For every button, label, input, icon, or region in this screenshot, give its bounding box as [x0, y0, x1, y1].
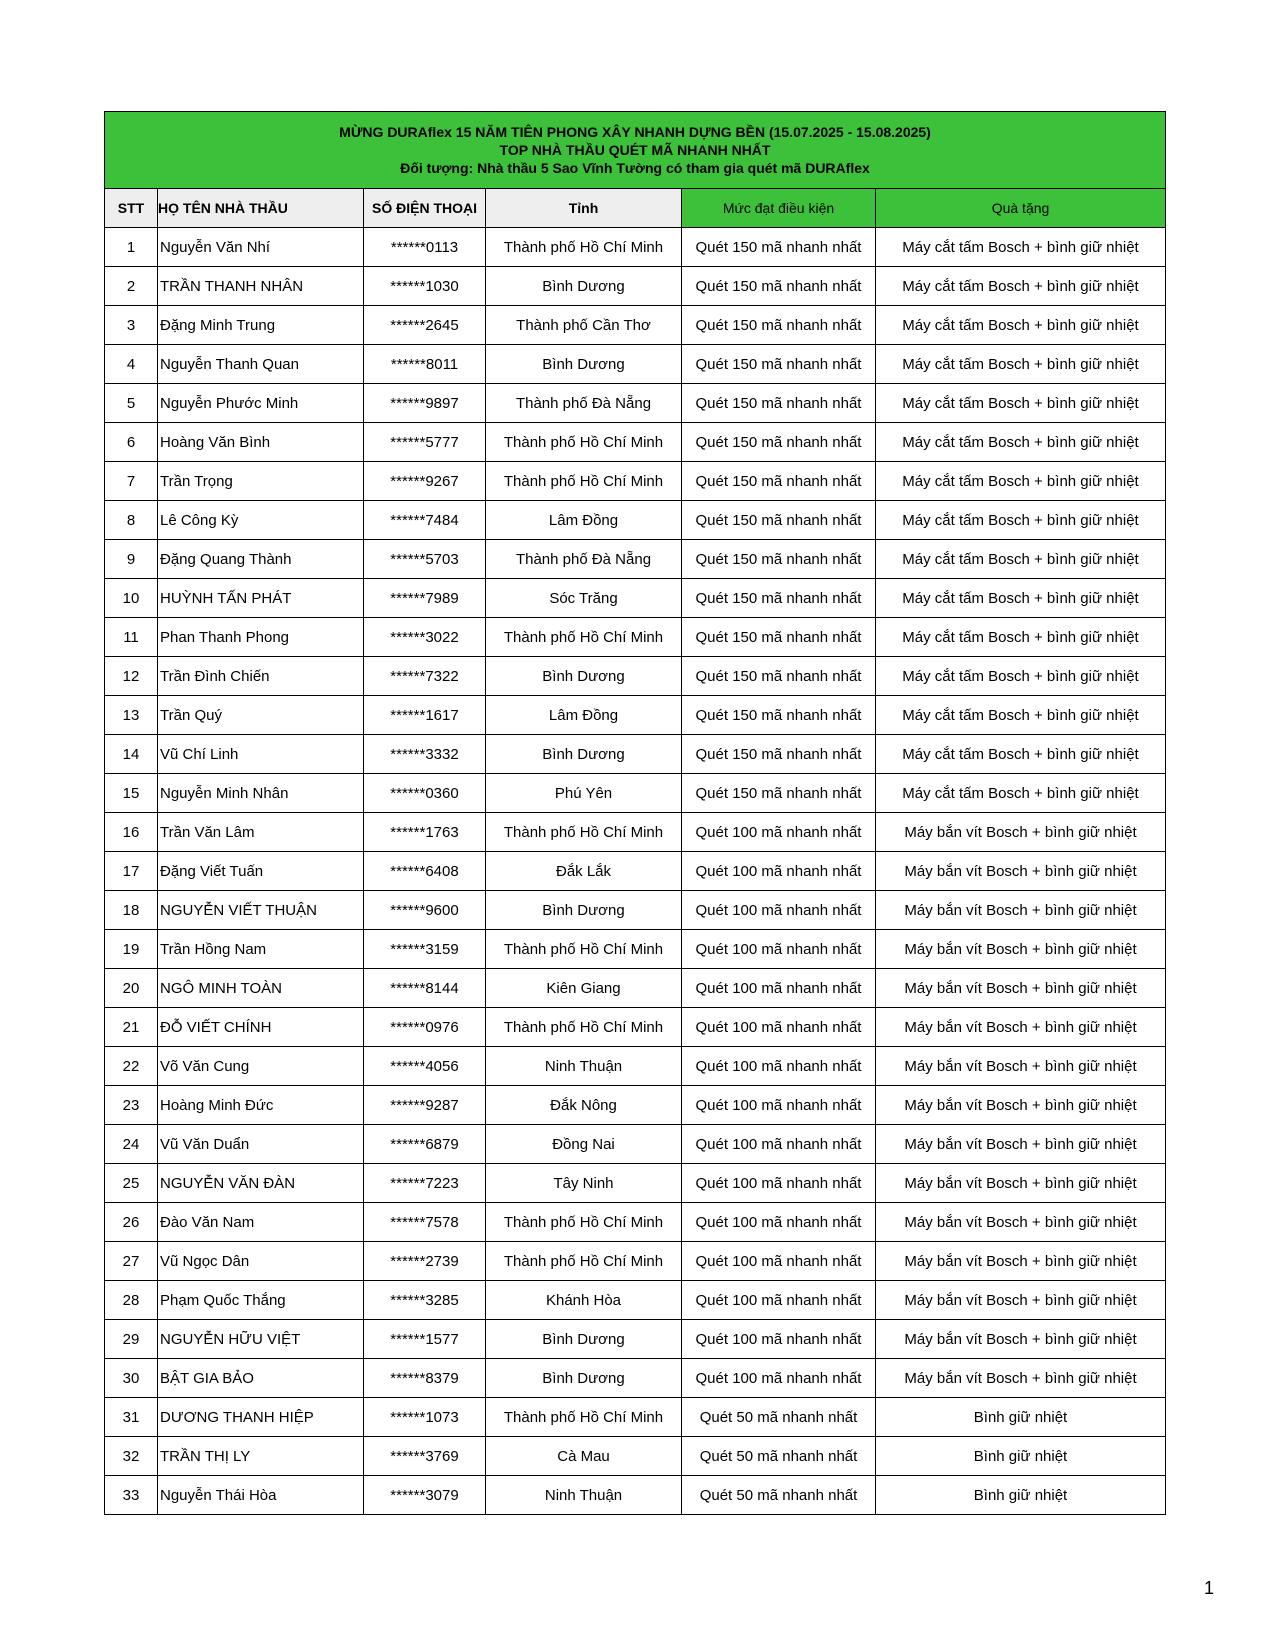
cell-condition: Quét 150 mã nhanh nhất [682, 501, 876, 540]
cell-condition: Quét 50 mã nhanh nhất [682, 1398, 876, 1437]
table-body [105, 228, 1166, 1515]
cell-phone: ******7484 [364, 501, 486, 540]
cell-name: Trần Trọng [158, 462, 364, 501]
cell-stt: 12 [105, 657, 158, 696]
cell-gift: Máy cắt tấm Bosch + bình giữ nhiệt [876, 462, 1166, 501]
cell-stt: 24 [105, 1125, 158, 1164]
cell-gift: Máy bắn vít Bosch + bình giữ nhiệt [876, 1281, 1166, 1320]
cell-province: Thành phố Hồ Chí Minh [486, 930, 682, 969]
cell-condition: Quét 100 mã nhanh nhất [682, 1320, 876, 1359]
cell-condition: Quét 150 mã nhanh nhất [682, 696, 876, 735]
cell-gift: Máy cắt tấm Bosch + bình giữ nhiệt [876, 735, 1166, 774]
cell-name: HUỲNH TẤN PHÁT [158, 579, 364, 618]
cell-phone: ******1763 [364, 813, 486, 852]
table-row [105, 384, 1166, 423]
table-row [105, 1008, 1166, 1047]
cell-condition: Quét 100 mã nhanh nhất [682, 852, 876, 891]
cell-gift: Máy bắn vít Bosch + bình giữ nhiệt [876, 1164, 1166, 1203]
cell-stt: 31 [105, 1398, 158, 1437]
cell-stt: 17 [105, 852, 158, 891]
cell-name: Lê Công Kỳ [158, 501, 364, 540]
cell-province: Phú Yên [486, 774, 682, 813]
table-row [105, 1047, 1166, 1086]
banner-title: MỪNG DURAflex 15 NĂM TIÊN PHONG XÂY NHANH DỰNG BỀN (15.07.2025 - 15.08.2025) [339, 124, 931, 140]
cell-phone: ******9897 [364, 384, 486, 423]
cell-gift: Máy cắt tấm Bosch + bình giữ nhiệt [876, 618, 1166, 657]
cell-province: Bình Dương [486, 657, 682, 696]
cell-stt: 1 [105, 228, 158, 267]
table-row [105, 1164, 1166, 1203]
cell-province: Cà Mau [486, 1437, 682, 1476]
table-row [105, 1125, 1166, 1164]
cell-phone: ******3022 [364, 618, 486, 657]
cell-name: Hoàng Văn Bình [158, 423, 364, 462]
cell-stt: 14 [105, 735, 158, 774]
cell-name: DƯƠNG THANH HIỆP [158, 1398, 364, 1437]
cell-stt: 19 [105, 930, 158, 969]
cell-name: Trần Hồng Nam [158, 930, 364, 969]
cell-condition: Quét 100 mã nhanh nhất [682, 1047, 876, 1086]
cell-condition: Quét 100 mã nhanh nhất [682, 1086, 876, 1125]
cell-condition: Quét 150 mã nhanh nhất [682, 579, 876, 618]
cell-phone: ******3769 [364, 1437, 486, 1476]
cell-gift: Máy cắt tấm Bosch + bình giữ nhiệt [876, 540, 1166, 579]
col-name: HỌ TÊN NHÀ THẦU [158, 189, 364, 228]
cell-condition: Quét 100 mã nhanh nhất [682, 969, 876, 1008]
cell-stt: 2 [105, 267, 158, 306]
cell-gift: Máy bắn vít Bosch + bình giữ nhiệt [876, 1203, 1166, 1242]
table-row [105, 540, 1166, 579]
cell-name: Võ Văn Cung [158, 1047, 364, 1086]
cell-gift: Máy bắn vít Bosch + bình giữ nhiệt [876, 930, 1166, 969]
cell-province: Lâm Đồng [486, 501, 682, 540]
cell-name: NGUYỄN VĂN ĐÀN [158, 1164, 364, 1203]
winners-table [104, 111, 1166, 1515]
cell-province: Thành phố Hồ Chí Minh [486, 1398, 682, 1437]
table-row [105, 813, 1166, 852]
cell-stt: 4 [105, 345, 158, 384]
cell-phone: ******0360 [364, 774, 486, 813]
cell-condition: Quét 150 mã nhanh nhất [682, 735, 876, 774]
cell-gift: Bình giữ nhiệt [876, 1437, 1166, 1476]
cell-gift: Máy cắt tấm Bosch + bình giữ nhiệt [876, 774, 1166, 813]
page-number: 1 [1204, 1578, 1215, 1598]
cell-name: Nguyễn Thanh Quan [158, 345, 364, 384]
cell-province: Thành phố Hồ Chí Minh [486, 228, 682, 267]
cell-name: ĐỖ VIẾT CHÍNH [158, 1008, 364, 1047]
table-row [105, 579, 1166, 618]
cell-condition: Quét 100 mã nhanh nhất [682, 1359, 876, 1398]
cell-gift: Máy bắn vít Bosch + bình giữ nhiệt [876, 1086, 1166, 1125]
cell-phone: ******7322 [364, 657, 486, 696]
cell-gift: Máy bắn vít Bosch + bình giữ nhiệt [876, 1242, 1166, 1281]
cell-name: Phạm Quốc Thắng [158, 1281, 364, 1320]
table-row [105, 735, 1166, 774]
table-row [105, 1359, 1166, 1398]
cell-stt: 32 [105, 1437, 158, 1476]
cell-name: NGUYỄN HỮU VIỆT [158, 1320, 364, 1359]
cell-province: Khánh Hòa [486, 1281, 682, 1320]
cell-phone: ******8011 [364, 345, 486, 384]
cell-gift: Máy bắn vít Bosch + bình giữ nhiệt [876, 1320, 1166, 1359]
col-province: Tỉnh [486, 189, 682, 228]
cell-stt: 29 [105, 1320, 158, 1359]
cell-name: Vũ Văn Duẩn [158, 1125, 364, 1164]
cell-condition: Quét 150 mã nhanh nhất [682, 306, 876, 345]
cell-province: Đồng Nai [486, 1125, 682, 1164]
cell-province: Thành phố Cần Thơ [486, 306, 682, 345]
cell-name: Nguyễn Thái Hòa [158, 1476, 364, 1515]
table-row [105, 306, 1166, 345]
table-row [105, 1398, 1166, 1437]
cell-phone: ******1030 [364, 267, 486, 306]
cell-stt: 22 [105, 1047, 158, 1086]
cell-gift: Máy cắt tấm Bosch + bình giữ nhiệt [876, 228, 1166, 267]
table-row [105, 501, 1166, 540]
cell-province: Thành phố Hồ Chí Minh [486, 813, 682, 852]
col-stt: STT [105, 189, 158, 228]
cell-province: Thành phố Hồ Chí Minh [486, 1242, 682, 1281]
cell-province: Đắk Lắk [486, 852, 682, 891]
cell-condition: Quét 150 mã nhanh nhất [682, 345, 876, 384]
cell-condition: Quét 150 mã nhanh nhất [682, 462, 876, 501]
cell-phone: ******3285 [364, 1281, 486, 1320]
cell-condition: Quét 150 mã nhanh nhất [682, 618, 876, 657]
cell-province: Thành phố Hồ Chí Minh [486, 1203, 682, 1242]
cell-name: Nguyễn Văn Nhí [158, 228, 364, 267]
cell-stt: 25 [105, 1164, 158, 1203]
cell-phone: ******7578 [364, 1203, 486, 1242]
header-row [105, 189, 1166, 228]
cell-name: Đặng Quang Thành [158, 540, 364, 579]
cell-province: Đắk Nông [486, 1086, 682, 1125]
cell-stt: 8 [105, 501, 158, 540]
cell-condition: Quét 150 mã nhanh nhất [682, 423, 876, 462]
table-row [105, 462, 1166, 501]
cell-name: TRẦN THANH NHÂN [158, 267, 364, 306]
cell-gift: Máy bắn vít Bosch + bình giữ nhiệt [876, 891, 1166, 930]
cell-stt: 23 [105, 1086, 158, 1125]
cell-phone: ******1073 [364, 1398, 486, 1437]
cell-condition: Quét 100 mã nhanh nhất [682, 1008, 876, 1047]
table-row [105, 774, 1166, 813]
cell-condition: Quét 100 mã nhanh nhất [682, 1164, 876, 1203]
cell-phone: ******9287 [364, 1086, 486, 1125]
cell-condition: Quét 50 mã nhanh nhất [682, 1437, 876, 1476]
title-banner [105, 112, 1166, 189]
cell-stt: 28 [105, 1281, 158, 1320]
cell-stt: 13 [105, 696, 158, 735]
cell-province: Bình Dương [486, 1320, 682, 1359]
cell-stt: 18 [105, 891, 158, 930]
cell-condition: Quét 150 mã nhanh nhất [682, 774, 876, 813]
cell-condition: Quét 100 mã nhanh nhất [682, 1242, 876, 1281]
cell-province: Lâm Đồng [486, 696, 682, 735]
cell-stt: 9 [105, 540, 158, 579]
cell-condition: Quét 100 mã nhanh nhất [682, 813, 876, 852]
cell-condition: Quét 150 mã nhanh nhất [682, 384, 876, 423]
cell-gift: Máy cắt tấm Bosch + bình giữ nhiệt [876, 579, 1166, 618]
cell-stt: 30 [105, 1359, 158, 1398]
table-row [105, 1476, 1166, 1515]
cell-name: Vũ Chí Linh [158, 735, 364, 774]
cell-province: Ninh Thuận [486, 1476, 682, 1515]
cell-gift: Máy bắn vít Bosch + bình giữ nhiệt [876, 1047, 1166, 1086]
cell-province: Ninh Thuận [486, 1047, 682, 1086]
col-condition: Mức đạt điều kiện [682, 189, 876, 228]
cell-province: Thành phố Hồ Chí Minh [486, 462, 682, 501]
cell-phone: ******1577 [364, 1320, 486, 1359]
cell-gift: Máy cắt tấm Bosch + bình giữ nhiệt [876, 306, 1166, 345]
cell-province: Kiên Giang [486, 969, 682, 1008]
cell-name: NGUYỄN VIẾT THUẬN [158, 891, 364, 930]
cell-gift: Bình giữ nhiệt [876, 1476, 1166, 1515]
cell-condition: Quét 100 mã nhanh nhất [682, 1281, 876, 1320]
cell-phone: ******8144 [364, 969, 486, 1008]
cell-gift: Máy bắn vít Bosch + bình giữ nhiệt [876, 1359, 1166, 1398]
cell-phone: ******9267 [364, 462, 486, 501]
table-row [105, 657, 1166, 696]
col-phone: SỐ ĐIỆN THOẠI [364, 189, 486, 228]
cell-phone: ******8379 [364, 1359, 486, 1398]
table-row [105, 852, 1166, 891]
cell-province: Thành phố Đà Nẵng [486, 384, 682, 423]
table-row [105, 1437, 1166, 1476]
cell-stt: 5 [105, 384, 158, 423]
cell-phone: ******0976 [364, 1008, 486, 1047]
cell-name: Trần Quý [158, 696, 364, 735]
table-row [105, 618, 1166, 657]
table-row [105, 969, 1166, 1008]
table-row [105, 1203, 1166, 1242]
cell-stt: 21 [105, 1008, 158, 1047]
cell-phone: ******4056 [364, 1047, 486, 1086]
table-row [105, 696, 1166, 735]
cell-gift: Máy bắn vít Bosch + bình giữ nhiệt [876, 969, 1166, 1008]
cell-province: Tây Ninh [486, 1164, 682, 1203]
cell-condition: Quét 150 mã nhanh nhất [682, 267, 876, 306]
banner-subtitle: TOP NHÀ THẦU QUÉT MÃ NHANH NHẤT [499, 142, 771, 158]
cell-stt: 11 [105, 618, 158, 657]
cell-stt: 33 [105, 1476, 158, 1515]
cell-condition: Quét 100 mã nhanh nhất [682, 930, 876, 969]
cell-stt: 6 [105, 423, 158, 462]
col-gift: Quà tặng [876, 189, 1166, 228]
cell-stt: 16 [105, 813, 158, 852]
cell-phone: ******0113 [364, 228, 486, 267]
cell-province: Bình Dương [486, 267, 682, 306]
table-row [105, 228, 1166, 267]
cell-stt: 15 [105, 774, 158, 813]
cell-gift: Bình giữ nhiệt [876, 1398, 1166, 1437]
table-row [105, 1086, 1166, 1125]
cell-stt: 27 [105, 1242, 158, 1281]
cell-phone: ******2739 [364, 1242, 486, 1281]
cell-phone: ******5777 [364, 423, 486, 462]
cell-stt: 26 [105, 1203, 158, 1242]
cell-name: Trần Văn Lâm [158, 813, 364, 852]
cell-condition: Quét 150 mã nhanh nhất [682, 540, 876, 579]
cell-province: Sóc Trăng [486, 579, 682, 618]
banner-cell [105, 112, 1166, 189]
cell-phone: ******7989 [364, 579, 486, 618]
cell-province: Thành phố Hồ Chí Minh [486, 618, 682, 657]
cell-stt: 20 [105, 969, 158, 1008]
cell-province: Bình Dương [486, 345, 682, 384]
cell-condition: Quét 50 mã nhanh nhất [682, 1476, 876, 1515]
cell-condition: Quét 150 mã nhanh nhất [682, 228, 876, 267]
cell-province: Bình Dương [486, 735, 682, 774]
table-row [105, 267, 1166, 306]
cell-province: Thành phố Đà Nẵng [486, 540, 682, 579]
table-row [105, 930, 1166, 969]
cell-province: Bình Dương [486, 891, 682, 930]
cell-phone: ******1617 [364, 696, 486, 735]
cell-name: BẬT GIA BẢO [158, 1359, 364, 1398]
cell-phone: ******6879 [364, 1125, 486, 1164]
cell-gift: Máy bắn vít Bosch + bình giữ nhiệt [876, 1125, 1166, 1164]
cell-gift: Máy cắt tấm Bosch + bình giữ nhiệt [876, 267, 1166, 306]
cell-phone: ******9600 [364, 891, 486, 930]
cell-condition: Quét 100 mã nhanh nhất [682, 1203, 876, 1242]
table-row [105, 891, 1166, 930]
cell-province: Thành phố Hồ Chí Minh [486, 423, 682, 462]
cell-phone: ******3332 [364, 735, 486, 774]
cell-name: Nguyễn Minh Nhân [158, 774, 364, 813]
cell-stt: 3 [105, 306, 158, 345]
cell-phone: ******7223 [364, 1164, 486, 1203]
table-row [105, 1281, 1166, 1320]
cell-condition: Quét 150 mã nhanh nhất [682, 657, 876, 696]
banner-audience: Đối tượng: Nhà thầu 5 Sao Vĩnh Tường có tham gia quét mã DURAflex [400, 160, 870, 176]
cell-name: Đặng Viết Tuấn [158, 852, 364, 891]
cell-gift: Máy bắn vít Bosch + bình giữ nhiệt [876, 852, 1166, 891]
cell-phone: ******2645 [364, 306, 486, 345]
cell-province: Thành phố Hồ Chí Minh [486, 1008, 682, 1047]
cell-phone: ******6408 [364, 852, 486, 891]
cell-name: TRẦN THỊ LY [158, 1437, 364, 1476]
cell-condition: Quét 100 mã nhanh nhất [682, 1125, 876, 1164]
table-row [105, 345, 1166, 384]
cell-phone: ******5703 [364, 540, 486, 579]
cell-stt: 7 [105, 462, 158, 501]
cell-stt: 10 [105, 579, 158, 618]
cell-name: Đào Văn Nam [158, 1203, 364, 1242]
cell-gift: Máy cắt tấm Bosch + bình giữ nhiệt [876, 696, 1166, 735]
table-row [105, 1242, 1166, 1281]
cell-gift: Máy bắn vít Bosch + bình giữ nhiệt [876, 1008, 1166, 1047]
cell-gift: Máy cắt tấm Bosch + bình giữ nhiệt [876, 384, 1166, 423]
cell-name: NGÔ MINH TOÀN [158, 969, 364, 1008]
table-row [105, 1320, 1166, 1359]
cell-phone: ******3159 [364, 930, 486, 969]
table-row [105, 423, 1166, 462]
cell-name: Hoàng Minh Đức [158, 1086, 364, 1125]
cell-gift: Máy bắn vít Bosch + bình giữ nhiệt [876, 813, 1166, 852]
cell-province: Bình Dương [486, 1359, 682, 1398]
cell-name: Vũ Ngọc Dân [158, 1242, 364, 1281]
cell-gift: Máy cắt tấm Bosch + bình giữ nhiệt [876, 423, 1166, 462]
cell-name: Đặng Minh Trung [158, 306, 364, 345]
cell-gift: Máy cắt tấm Bosch + bình giữ nhiệt [876, 501, 1166, 540]
cell-condition: Quét 100 mã nhanh nhất [682, 891, 876, 930]
cell-name: Nguyễn Phước Minh [158, 384, 364, 423]
cell-gift: Máy cắt tấm Bosch + bình giữ nhiệt [876, 345, 1166, 384]
cell-gift: Máy cắt tấm Bosch + bình giữ nhiệt [876, 657, 1166, 696]
cell-name: Phan Thanh Phong [158, 618, 364, 657]
cell-phone: ******3079 [364, 1476, 486, 1515]
cell-name: Trần Đình Chiến [158, 657, 364, 696]
